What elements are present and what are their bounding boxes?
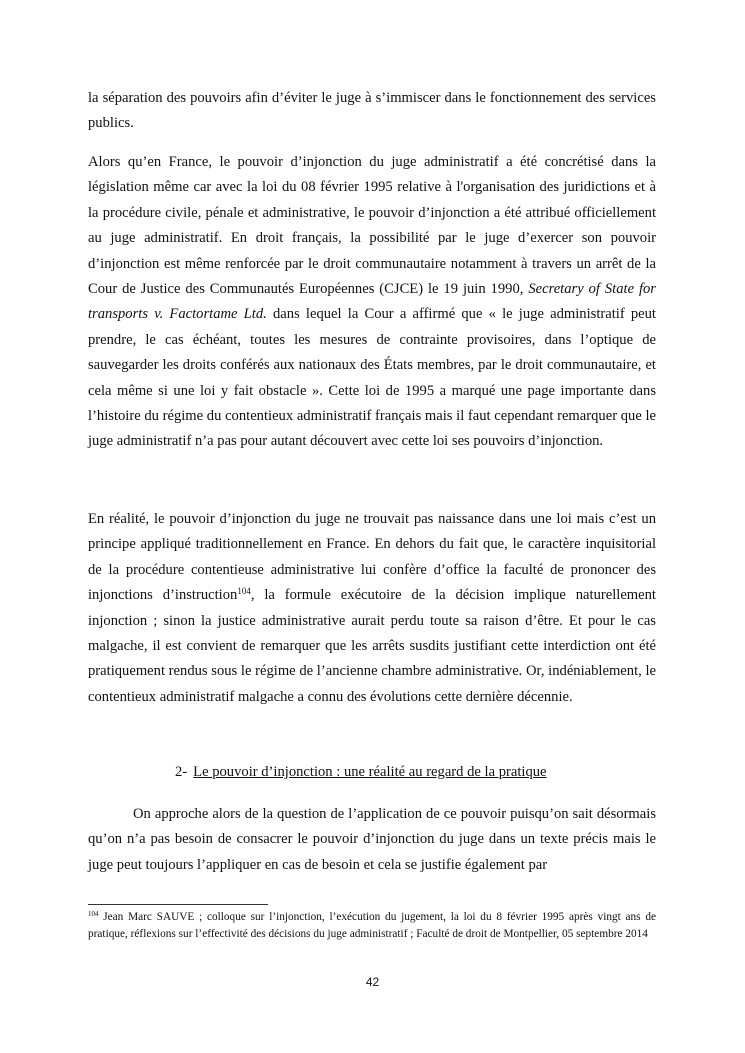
- paragraph-3-text-start: En réalité, le pouvoir d’injonction du juge ne trouvait pas naissance dans une loi mais c’est un principe appliqué traditionnellement en France. En dehors du fait que, le caractère inquisitorial de la procédure contentieuse administrative lui confère d’office la faculté de prononcer des injonctions d’instruction: [88, 511, 656, 604]
- paragraph-3: [88, 507, 656, 710]
- paragraph-1-text: la séparation des pouvoirs afin d’éviter le juge à s’immiscer dans le fonctionnement des services publics.: [88, 90, 656, 132]
- case-name: Secretary of State for transports v. Factortame Ltd.: [88, 281, 656, 323]
- footnote: [88, 909, 656, 943]
- section-number: 2-: [175, 764, 188, 780]
- paragraph-1: [88, 86, 656, 137]
- section-title: Le pouvoir d’injonction : une réalité au regard de la pratique: [193, 764, 547, 780]
- paragraph-2: [88, 150, 656, 455]
- section-heading: [175, 760, 547, 785]
- paragraph-2-text-end: dans lequel la Cour a affirmé que « le juge administratif peut prendre, le cas échéant, toutes les mesures de contrainte provisoires, dans l’optique de sauvegarder les droits conférés aux nationaux des États membres, par le droit communautaire, et cela même si une loi y fait obstacle ». Cette loi de 1995 a marqué une page importante dans l’histoire du régime du contentieux administratif français mais il faut cependant remarquer que le juge administratif n’a pas pour autant découvert avec cette loi ses pouvoirs d’injonction.: [88, 306, 656, 450]
- paragraph-3-text-end: , la formule exécutoire de la décision implique naturellement injonction ; sinon la justice administrative aurait perdu toute sa raison d’être. Et pour le cas malgache, il est convient de remarquer que les arrêts susdits justifiant cette interdiction ont été pratiquement rendus sous le régime de l’ancienne chambre administrative. Or, indéniablement, le contentieux administratif malgache a connu des évolutions cette dernière décennie.: [88, 587, 656, 705]
- paragraph-4: [88, 802, 656, 878]
- page-number: 42: [365, 975, 380, 989]
- paragraph-2-text-start: Alors qu’en France, le pouvoir d’injonction du juge administratif a été concrétisé dans la législation même car avec la loi du 08 février 1995 relative à l'organisation des juridictions et à la procédure civile, pénale et administrative, le pouvoir d’injonction a été attribué officiellement au juge administratif. En droit français, la possibilité par le juge d’exercer son pouvoir d’injonction est même renforcée par le droit communautaire notamment à travers un arrêt de la Cour de Justice des Communautés Européennes (CJCE) le 19 juin 1990,: [88, 154, 656, 298]
- footnote-number: 104: [88, 910, 99, 918]
- paragraph-4-text: On approche alors de la question de l’application de ce pouvoir puisqu’on sait désormais qu’on n’a pas besoin de consacrer le pouvoir d’injonction du juge dans un texte précis mais le juge peut toujours l’appliquer en cas de besoin et cela se justifie également par: [88, 806, 656, 873]
- footnote-text: Jean Marc SAUVE ; colloque sur l’injonction, l’exécution du jugement, la loi du 8 février 1995 après vingt ans de pratique, réflexions sur l’effectivité des décisions du juge administratif ; Faculté de droit de Montpellier, 05 septembre 2014: [88, 911, 656, 941]
- footnote-separator: [88, 904, 268, 905]
- footnote-reference: 104: [237, 586, 251, 597]
